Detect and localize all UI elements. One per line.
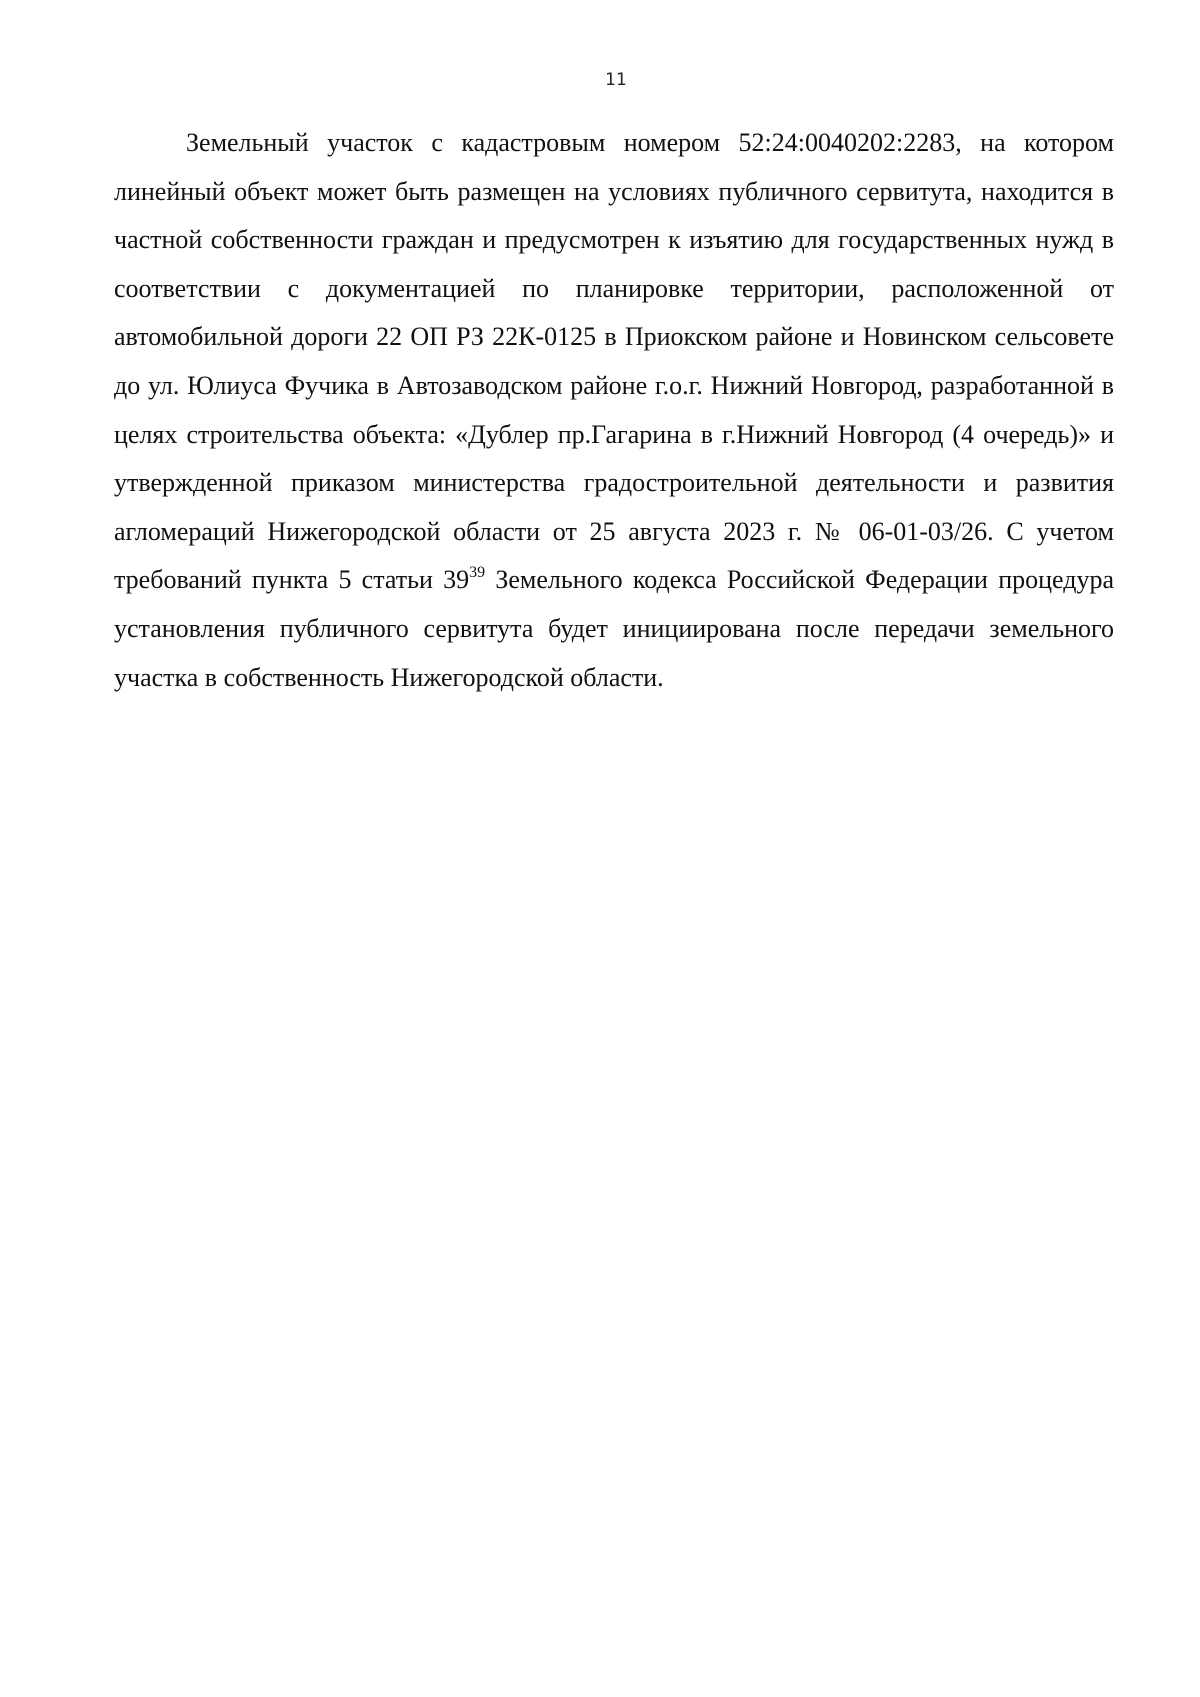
- article-superscript: 39: [469, 564, 486, 582]
- paragraph-text-part2: Земельного кодекса Российской Федерации процедура установления публичного сервитута будет инициирована после передачи земельного участка в собственность Нижегородской области.: [114, 565, 1114, 692]
- paragraph-text-part1: Земельный участок с кадастровым номером 52:24:0040202:2283, на котором линейный объект может быть размещен на условиях публичного сервитута, находится в частной собственности граждан и предусмотрен к изъятию для государственных нужд в соответствии с документацией по планировке территории, расположенной от автомобильной дороги 22 ОП РЗ 22К-0125 в Приокском районе и Новинском сельсовете до ул. Юлиуса Фучика в Автозаводском районе г.о.г. Нижний Новгород, разработанной в целях строительства объекта: «Дублер пр.Гагарина в г.Нижний Новгород (4 очередь)» и утвержденной приказом министерства градостроительной деятельности и развития агломераций Нижегородской области от 25 августа 2023 г. № 06-01-03/26. С учетом требований пункта 5 статьи 39: [114, 128, 1114, 595]
- main-paragraph: [114, 119, 1114, 702]
- page-number: 11: [605, 70, 627, 90]
